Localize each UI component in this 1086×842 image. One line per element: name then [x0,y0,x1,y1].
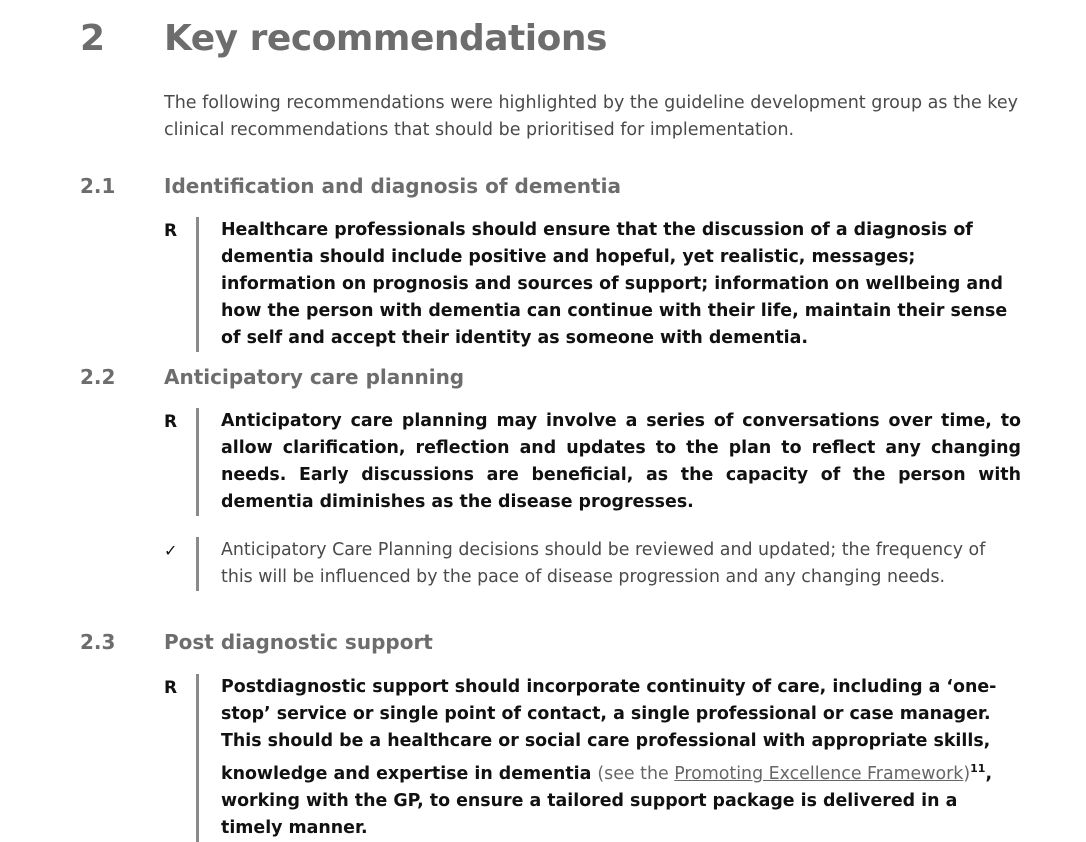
recommendation-text: Anticipatory care planning may involve a series of conversations over time, to allow clarification, reflection and updates to the plan to reflect any changing needs. Early discussions are beneficial, as the capacity of the person with dementia diminishes as the disease progresses. [221,411,1021,512]
recommendation-2-1 [164,217,1024,352]
section-number: 2.1 [80,174,116,198]
checkmark-icon: ✓ [164,541,178,560]
promoting-excellence-link[interactable]: Promoting Excellence Framework [674,763,964,784]
section-title: Anticipatory care planning [164,365,465,389]
recommendation-text-start: Postdiagnostic support should incorporate continuity of care, including a ‘one-stop’ service or single point of contact, a single professional or case manager. This should be a healthcare or social care professional with appropriate skills, knowledge and expertise in dementia [221,677,997,784]
intro-paragraph: The following recommendations were highlighted by the guideline development group as the key clinical recommendations that should be prioritised for implementation. [164,93,1018,140]
recommendation-text [221,674,1021,842]
good-practice-text: Anticipatory Care Planning decisions should be reviewed and updated; the frequency of this will be influenced by the pace of disease progression and any changing needs. [221,540,986,587]
recommendation-2-2 [164,408,1024,516]
chapter-title: Key recommendations [164,18,607,59]
recommendation-marker: R [164,678,178,698]
section-title: Identification and diagnosis of dementia [164,174,621,198]
recommendation-text-end: , working with the GP, to ensure a tailored support package is delivered in a timely manner. [221,763,993,838]
close-paren: ) [963,763,971,784]
section-heading-2-1 [0,174,1086,204]
good-practice-point-2-2 [164,537,1024,591]
section-title: Post diagnostic support [164,630,433,654]
recommendation-marker: R [164,412,178,432]
section-number: 2.3 [80,630,116,654]
section-heading-2-3 [0,630,1086,660]
recommendation-2-3 [164,674,1024,842]
recommendation-bar [196,674,199,842]
see-the-text: (see the [597,763,675,784]
recommendation-text: Healthcare professionals should ensure that the discussion of a diagnosis of dementia should include positive and hopeful, yet realistic, messages; information on prognosis and sources of support; information on wellbeing and how the person with dementia can continue with their life, maintain their sense of self and accept their identity as someone with dementia. [221,220,1008,348]
recommendation-bar [196,537,199,591]
recommendation-bar [196,217,199,352]
recommendation-marker: R [164,221,178,241]
chapter-number: 2 [80,18,106,59]
chapter-heading [0,14,1086,70]
recommendation-bar [196,408,199,516]
section-heading-2-2 [0,365,1086,395]
footnote-ref[interactable]: 11 [970,762,986,775]
section-number: 2.2 [80,365,116,389]
